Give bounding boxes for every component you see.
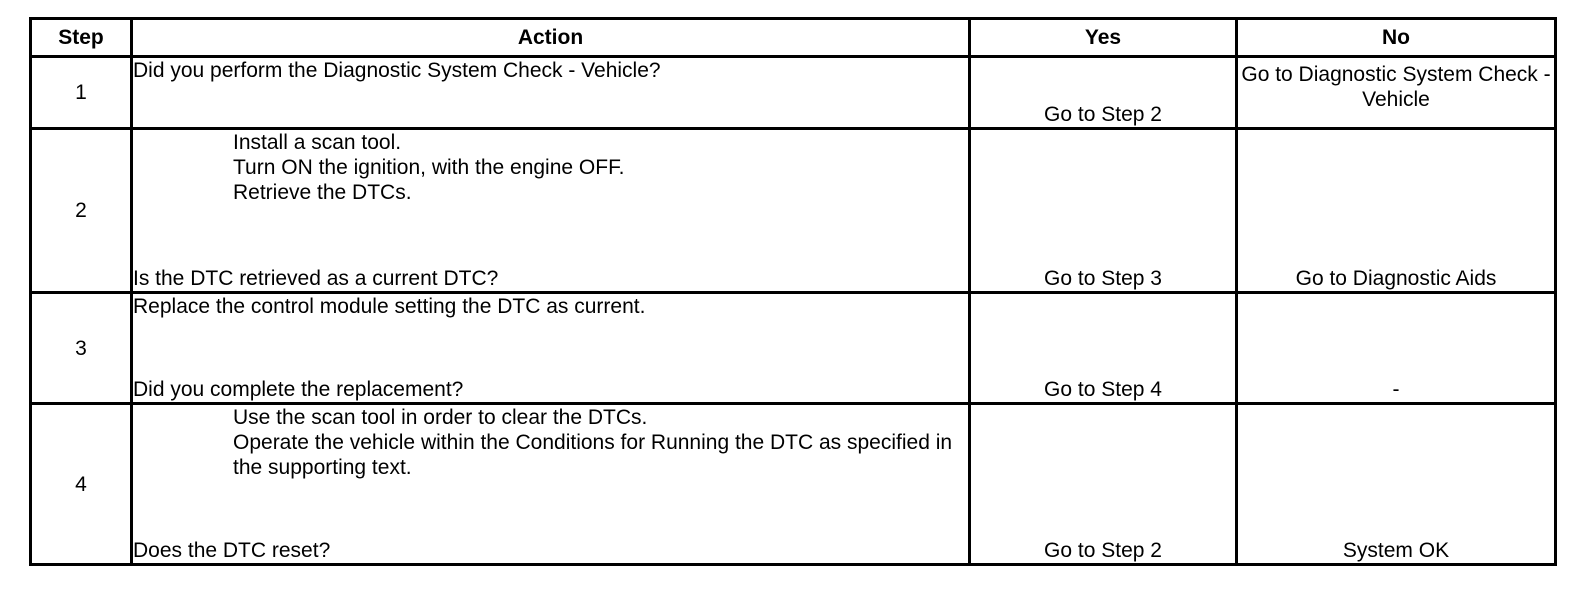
action-cell: [132, 404, 970, 565]
header-yes: Yes: [970, 19, 1237, 57]
yes-cell: Go to Step 2: [970, 404, 1237, 565]
action-cell: [132, 129, 970, 293]
table-row: [31, 293, 1556, 404]
action-question: Is the DTC retrieved as a current DTC?: [133, 267, 499, 290]
table-row: [31, 129, 1556, 293]
no-cell: System OK: [1237, 404, 1556, 565]
no-cell: Go to Diagnostic Aids: [1237, 129, 1556, 293]
action-instruction: Replace the control module setting the DTC as current.: [133, 295, 646, 318]
step-number: 4: [31, 404, 132, 565]
yes-cell: Go to Step 2: [970, 57, 1237, 129]
action-bullet: Install a scan tool.: [233, 131, 402, 154]
no-cell: Go to Diagnostic System Check - Vehicle: [1237, 57, 1556, 129]
action-bullets: [133, 130, 968, 205]
action-cell: [132, 57, 970, 129]
step-number: 2: [31, 129, 132, 293]
header-row: [31, 19, 1556, 57]
header-step: Step: [31, 19, 132, 57]
action-question: Does the DTC reset?: [133, 539, 331, 562]
action-question: Did you perform the Diagnostic System Check - Vehicle?: [133, 59, 661, 82]
action-cell: [132, 293, 970, 404]
table-row: [31, 404, 1556, 565]
yes-cell: Go to Step 4: [970, 293, 1237, 404]
action-bullets: [133, 405, 968, 480]
yes-cell: Go to Step 3: [970, 129, 1237, 293]
step-number: 3: [31, 293, 132, 404]
action-question: Did you complete the replacement?: [133, 378, 464, 401]
table-row: [31, 57, 1556, 129]
step-number: 1: [31, 57, 132, 129]
header-no: No: [1237, 19, 1556, 57]
action-bullet: Retrieve the DTCs.: [233, 181, 412, 204]
action-bullet: Operate the vehicle within the Conditions for Running the DTC as specified in the supporting text.: [233, 431, 953, 479]
header-action: Action: [132, 19, 970, 57]
diagnostic-table: [29, 17, 1557, 566]
action-bullet: Turn ON the ignition, with the engine OFF.: [233, 156, 625, 179]
no-cell: -: [1237, 293, 1556, 404]
action-bullet: Use the scan tool in order to clear the DTCs.: [233, 406, 648, 429]
